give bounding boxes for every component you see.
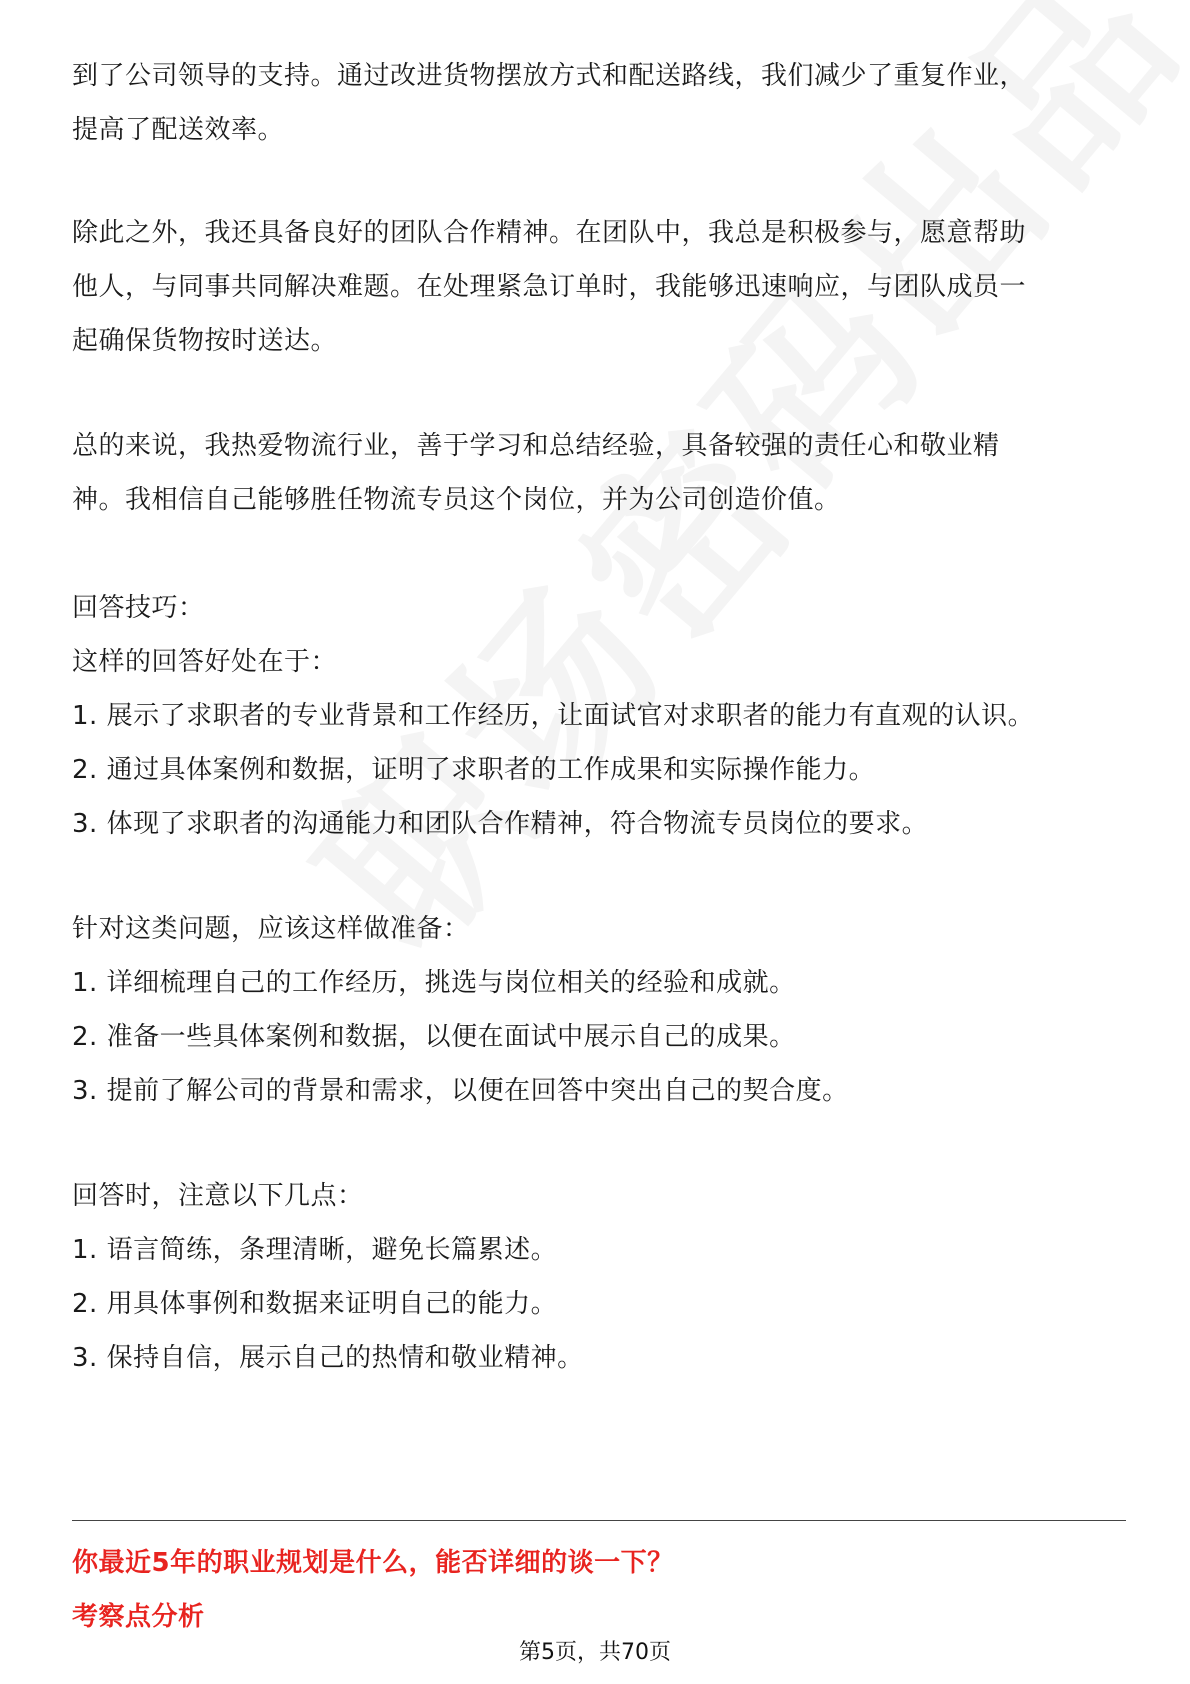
list-item: 1. 详细梳理自己的工作经历，挑选与岗位相关的经验和成就。 [72,968,796,998]
section-heading-tips: 回答技巧： [72,593,205,623]
list-item: 3. 体现了求职者的沟通能力和团队合作精神，符合物流专员岗位的要求。 [72,809,929,839]
paragraph-line: 起确保货物按时送达。 [72,326,338,356]
list-item: 2. 准备一些具体案例和数据，以便在面试中展示自己的成果。 [72,1022,796,1052]
list-item: 3. 保持自信，展示自己的热情和敬业精神。 [72,1343,584,1373]
question-subtitle: 考察点分析 [72,1602,205,1632]
paragraph-line: 他人，与同事共同解决难题。在处理紧急订单时，我能够迅速响应，与团队成员一 [72,272,1027,302]
section-heading-notes: 回答时，注意以下几点： [72,1181,364,1211]
paragraph-line: 除此之外，我还具备良好的团队合作精神。在团队中，我总是积极参与，愿意帮助 [72,218,1027,248]
section-heading-prepare: 针对这类问题，应该这样做准备： [72,914,470,944]
section-divider [72,1520,1126,1521]
paragraph-line: 神。我相信自己能够胜任物流专员这个岗位，并为公司创造价值。 [72,485,841,515]
paragraph-line: 总的来说，我热爱物流行业，善于学习和总结经验，具备较强的责任心和敬业精 [72,431,1000,461]
list-item: 3. 提前了解公司的背景和需求，以便在回答中突出自己的契合度。 [72,1076,849,1106]
list-item: 1. 展示了求职者的专业背景和工作经历，让面试官对求职者的能力有直观的认识。 [72,701,1035,731]
paragraph-line: 到了公司领导的支持。通过改进货物摆放方式和配送路线，我们减少了重复作业， [72,61,1027,91]
list-item: 2. 用具体事例和数据来证明自己的能力。 [72,1289,558,1319]
list-item: 2. 通过具体案例和数据，证明了求职者的工作成果和实际操作能力。 [72,755,876,785]
list-item: 1. 语言简练，条理清晰，避免长篇累述。 [72,1235,558,1265]
question-title: 你最近5年的职业规划是什么，能否详细的谈一下？ [72,1548,674,1578]
tips-intro: 这样的回答好处在于： [72,647,338,677]
page-number: 第5页，共70页 [519,1640,671,1665]
paragraph-line: 提高了配送效率。 [72,115,285,145]
